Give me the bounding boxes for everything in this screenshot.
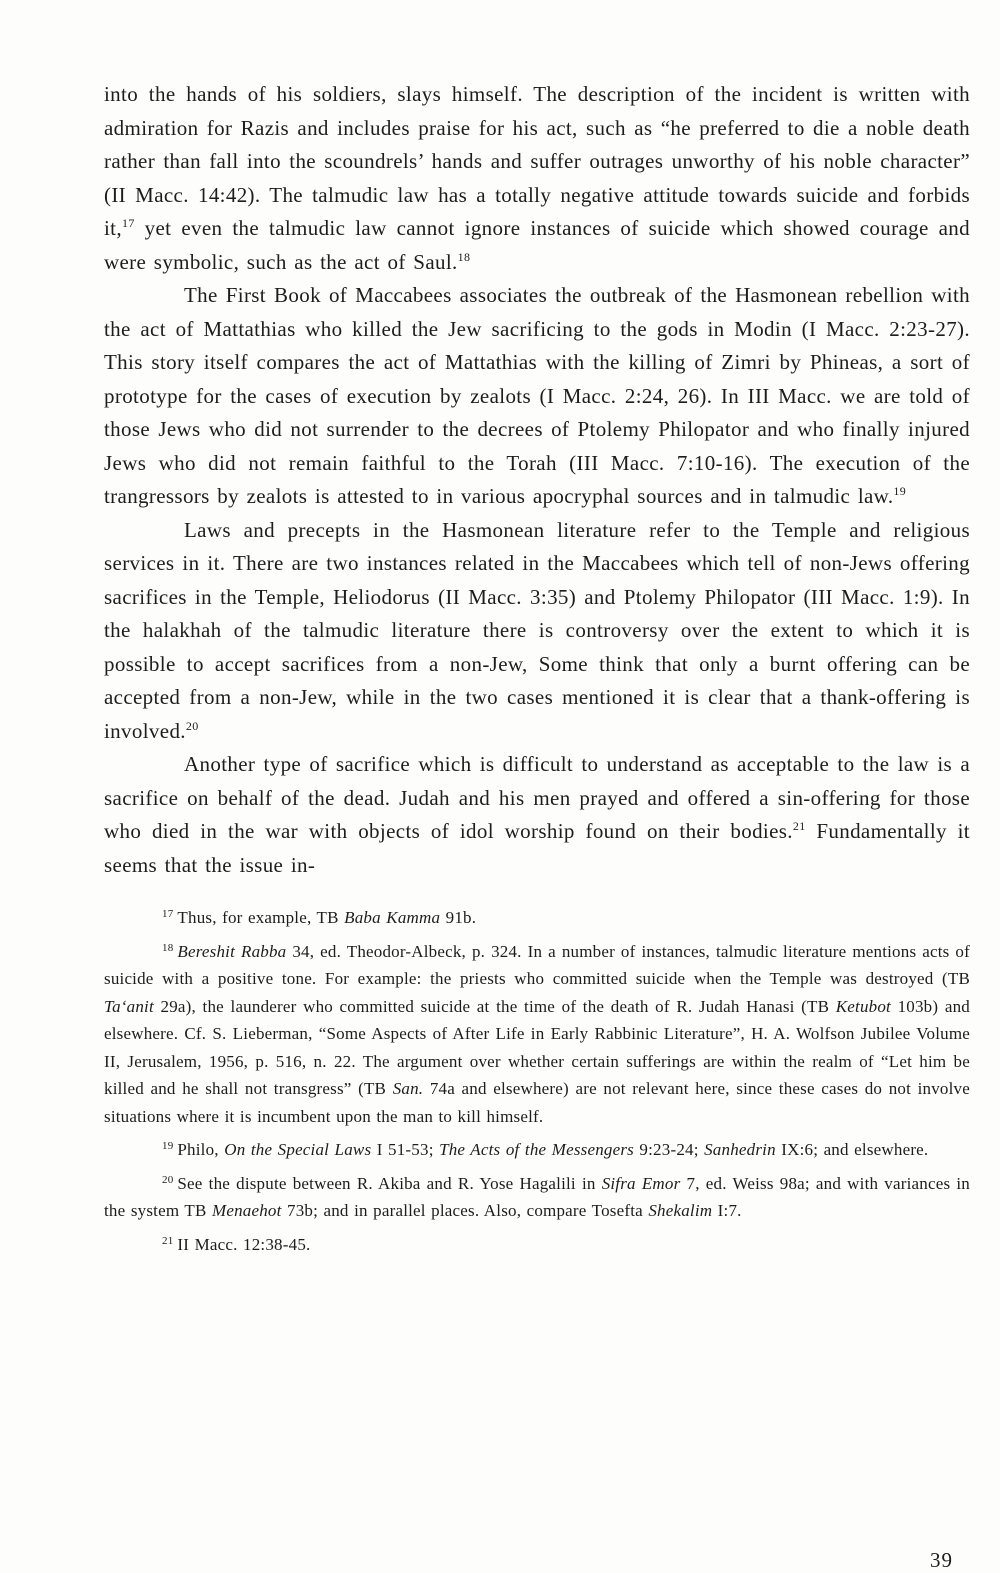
- footnote: [104, 904, 970, 932]
- text-run: into the hands of his soldiers, slays himself. The description of the incident is written with admiration for Razis and includes praise for his act, such as “he preferred to die a noble death rather than fall into the scoundrels’ hands and suffer outrages unworthy of his noble character” (II Macc. 14:42). The talmudic law has a totally negative attitude towards suicide and forbids it,: [104, 82, 970, 240]
- text-run: 34, ed. Theodor-Albeck, p. 324. In a number of instances, talmudic literature mentions acts of suicide with a positive tone. For example: the priests who committed suicide when the Temple was destroyed (TB: [104, 941, 970, 988]
- text-run: I 51-53;: [371, 1140, 440, 1159]
- italic-title: The Acts of the Messengers: [439, 1140, 634, 1159]
- italic-title: Shekalim: [648, 1201, 713, 1220]
- italic-title: Sanhedrin: [704, 1140, 776, 1159]
- italic-title: Sifra Emor: [601, 1173, 681, 1193]
- text-run: IX:6; and elsewhere.: [775, 1140, 929, 1159]
- italic-title: Menaehot: [211, 1201, 282, 1220]
- footnote-marker: 18: [457, 249, 471, 264]
- footnote: [104, 1170, 970, 1225]
- footnote-marker: 20: [185, 718, 199, 733]
- footnote-marker: 17: [121, 216, 135, 230]
- body-paragraph: [104, 78, 970, 279]
- text-run: yet even the talmudic law cannot ignore instances of suicide which showed courage and were symbolic, such as the act of Saul.: [104, 216, 970, 274]
- footnote-marker: 21: [162, 1234, 174, 1247]
- body-paragraph: [104, 279, 970, 514]
- footnote: [104, 1231, 970, 1259]
- italic-title: On the Special Laws: [224, 1140, 372, 1159]
- italic-title: Ketubot: [835, 996, 891, 1016]
- text-run: II Macc. 12:38-45.: [177, 1234, 311, 1254]
- text-run: Fundamentally it seems that the issue in-: [104, 819, 970, 877]
- footnote-marker: 19: [893, 484, 907, 498]
- footnote-marker: 17: [162, 908, 174, 920]
- text-run: 73b; and in parallel places. Also, compare Tosefta: [281, 1201, 649, 1220]
- italic-title: Bereshit Rabba: [177, 941, 287, 961]
- footnote-marker: 18: [162, 941, 174, 954]
- text-run: See the dispute between R. Akiba and R. Yose Hagalili in: [177, 1173, 602, 1193]
- footnote-marker: 19: [162, 1140, 174, 1152]
- footnotes: [104, 904, 970, 1258]
- italic-title: San.: [392, 1079, 424, 1098]
- text-run: 91b.: [440, 908, 477, 927]
- page: [104, 78, 970, 1264]
- text-run: 29a), the launderer who committed suicide at the time of the death of R. Judah Hanasi (TB: [153, 996, 836, 1016]
- text-run: The First Book of Maccabees associates the outbreak of the Hasmonean rebellion with the act of Mattathias who killed the Jew sacrificing to the gods in Modin (I Macc. 2:23-27). This story itself compares the act of Mattathias with the killing of Zimri by Phineas, a sort of prototype for the cases of execution by zealots (I Macc. 2:24, 26). In III Macc. we are told of those Jews who did not surrender to the decrees of Ptolemy Philopator and who finally injured Jews who did not remain faithful to the Torah (III Macc. 7:10-16). The execution of the trangressors by zealots is attested to in various apocryphal sources and in talmudic law.: [104, 283, 970, 508]
- text-run: Philo,: [177, 1140, 225, 1159]
- body-paragraph: [104, 514, 970, 749]
- body-text: [104, 78, 970, 882]
- text-run: I:7.: [712, 1201, 742, 1220]
- text-run: 103b) and elsewhere. Cf. S. Lieberman, “Some Aspects of After Life in Early Rabbinic Literature”, H. A. Wolfson Jubilee Volume II, Jerusalem, 1956, p. 516, n. 22. The argument over whether certain sufferings are within the realm of “Let him be killed and he shall not transgress” (TB: [104, 996, 970, 1098]
- italic-title: Baba Kamma: [344, 908, 441, 927]
- text-run: 9:23-24;: [633, 1140, 705, 1159]
- text-run: 74a and elsewhere) are not relevant here, since these cases do not involve situations where it is incumbent upon the man to kill himself.: [104, 1079, 970, 1126]
- text-run: Thus, for example, TB: [177, 908, 345, 927]
- body-paragraph: [104, 748, 970, 882]
- text-run: Laws and precepts in the Hasmonean literature refer to the Temple and religious services in it. There are two instances related in the Maccabees which tell of non-Jews offering sacrifices in the Temple, Heliodorus (II Macc. 3:35) and Ptolemy Philopator (III Macc. 1:9). In the halakhah of the talmudic literature there is controversy over the extent to which it is possible to accept sacrifices from a non-Jew, Some think that only a burnt offering can be accepted from a non-Jew, while in the two cases mentioned it is clear that a thank-offering is involved.: [104, 517, 970, 743]
- text-run: 7, ed. Weiss 98a; and with variances in the system TB: [104, 1173, 970, 1220]
- italic-title: Ta‘anit: [104, 996, 154, 1016]
- footnote-marker: 20: [162, 1173, 174, 1186]
- footnote-marker: 21: [792, 819, 806, 833]
- footnote: [104, 938, 970, 1131]
- footnote: [104, 1136, 970, 1164]
- text-run: Another type of sacrifice which is difficult to understand as acceptable to the law is a sacrifice on behalf of the dead. Judah and his men prayed and offered a sin-offering for those who died in the war with objects of idol worship found on their bodies.: [104, 752, 970, 843]
- page-number: 39: [930, 1548, 953, 1572]
